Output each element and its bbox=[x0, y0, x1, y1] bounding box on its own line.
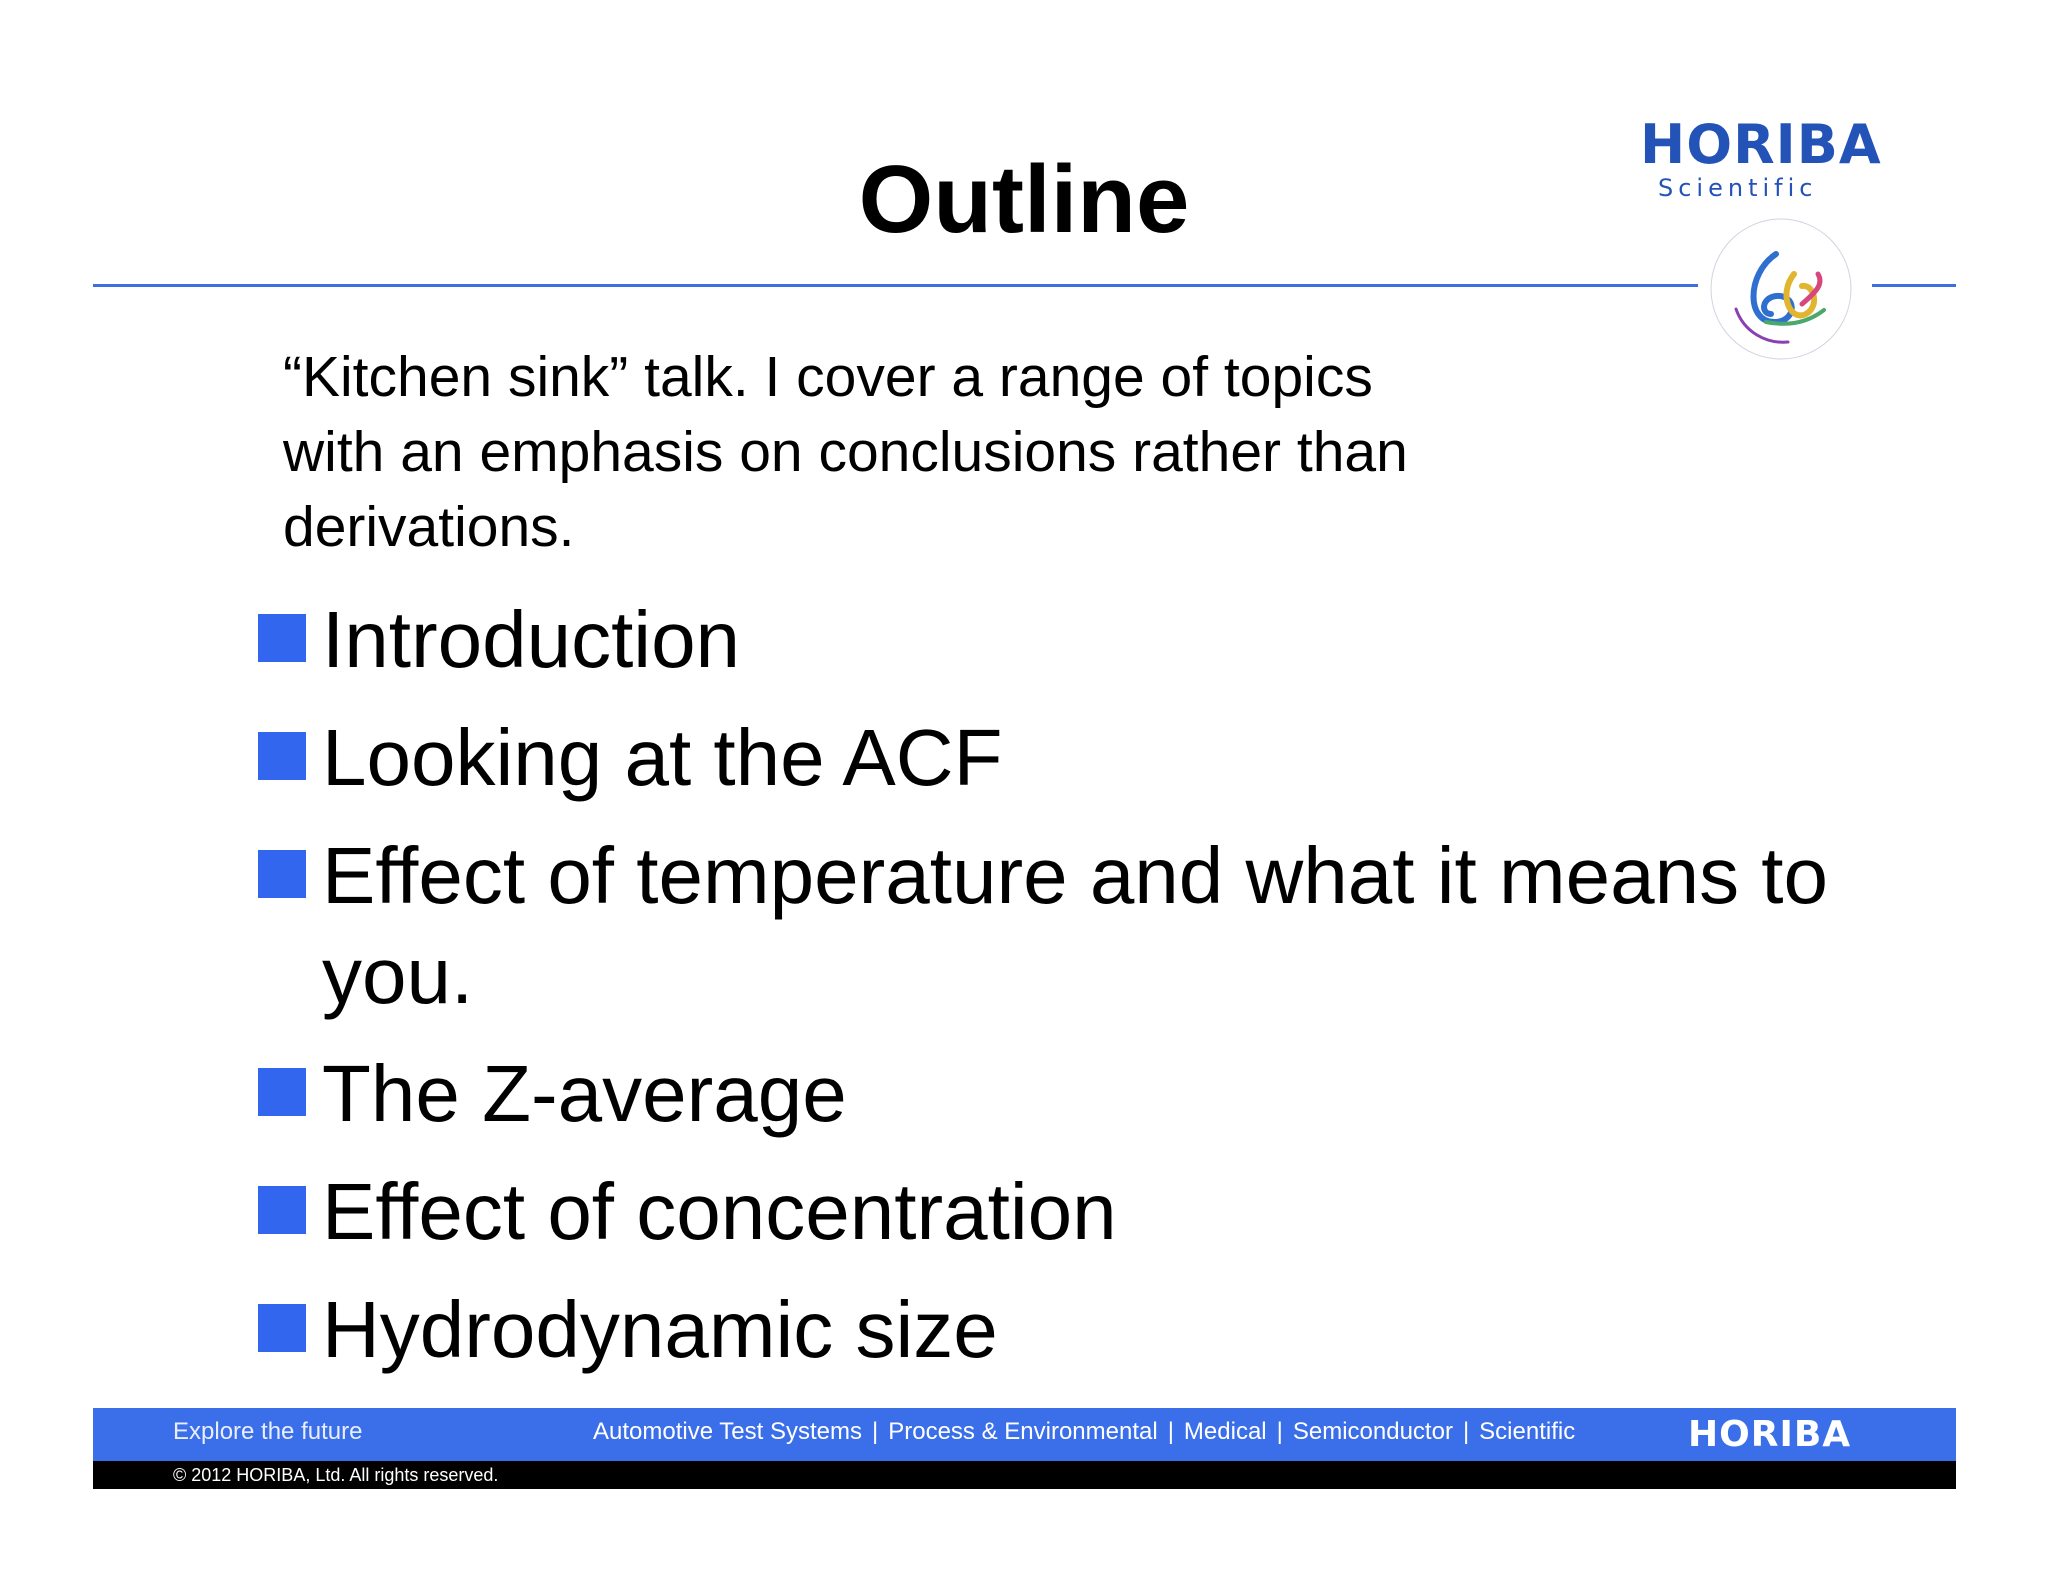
intro-line: “Kitchen sink” talk. I cover a range of topics bbox=[283, 345, 1373, 409]
intro-line: derivations. bbox=[283, 495, 575, 559]
logo-word: HORIBA bbox=[1640, 113, 1882, 176]
outline-item-label: Effect of temperature and what it means to you. bbox=[322, 831, 1829, 1020]
outline-item-label: Hydrodynamic size bbox=[322, 1285, 998, 1374]
footer-bar bbox=[93, 1408, 1956, 1461]
bullet-square-icon bbox=[258, 1186, 306, 1234]
footer-separator: | bbox=[1462, 1418, 1470, 1445]
title-divider-left bbox=[93, 284, 1698, 287]
footer-link[interactable]: Process & Environmental bbox=[888, 1418, 1158, 1445]
outline-item bbox=[258, 1280, 1838, 1380]
footer-separator: | bbox=[1276, 1418, 1283, 1445]
bullet-square-icon bbox=[258, 850, 306, 898]
footer-separator: | bbox=[1167, 1418, 1174, 1445]
horiba-scientific-logo bbox=[1640, 113, 1930, 202]
outline-item bbox=[258, 1162, 1838, 1262]
bullet-square-icon bbox=[258, 614, 306, 662]
footer-link[interactable]: Scientific bbox=[1479, 1418, 1576, 1445]
footer-link[interactable]: Medical bbox=[1183, 1418, 1267, 1445]
footer-link[interactable]: Semiconductor bbox=[1292, 1418, 1453, 1445]
footer-brand-logo: HORIBA bbox=[1688, 1414, 1852, 1455]
outline-list bbox=[258, 590, 1838, 1398]
intro-text bbox=[283, 340, 1583, 565]
outline-item-label: Looking at the ACF bbox=[322, 713, 1003, 802]
outline-item bbox=[258, 708, 1838, 808]
outline-item bbox=[258, 590, 1838, 690]
logo-sub: Scientific bbox=[1658, 174, 1818, 202]
bullet-square-icon bbox=[258, 1304, 306, 1352]
outline-item bbox=[258, 1044, 1838, 1144]
copyright-text: © 2012 HORIBA, Ltd. All rights reserved. bbox=[173, 1465, 499, 1485]
title-divider-right bbox=[1872, 284, 1956, 287]
copyright-bar bbox=[93, 1461, 1956, 1489]
footer-separator: | bbox=[872, 1418, 879, 1445]
intro-line: with an emphasis on conclusions rather than bbox=[283, 420, 1408, 484]
slide-title: Outline bbox=[858, 146, 1190, 253]
footer-links bbox=[593, 1418, 1575, 1446]
bullet-square-icon bbox=[258, 1068, 306, 1116]
outline-item-label: The Z-average bbox=[322, 1049, 847, 1138]
outline-item-label: Effect of concentration bbox=[322, 1167, 1117, 1256]
anniversary-seal-icon bbox=[1706, 214, 1856, 364]
footer-tagline: Explore the future bbox=[173, 1418, 363, 1445]
bullet-square-icon bbox=[258, 732, 306, 780]
outline-item bbox=[258, 826, 1838, 1026]
outline-item-label: Introduction bbox=[322, 595, 741, 684]
footer-link[interactable]: Automotive Test Systems bbox=[593, 1418, 862, 1445]
